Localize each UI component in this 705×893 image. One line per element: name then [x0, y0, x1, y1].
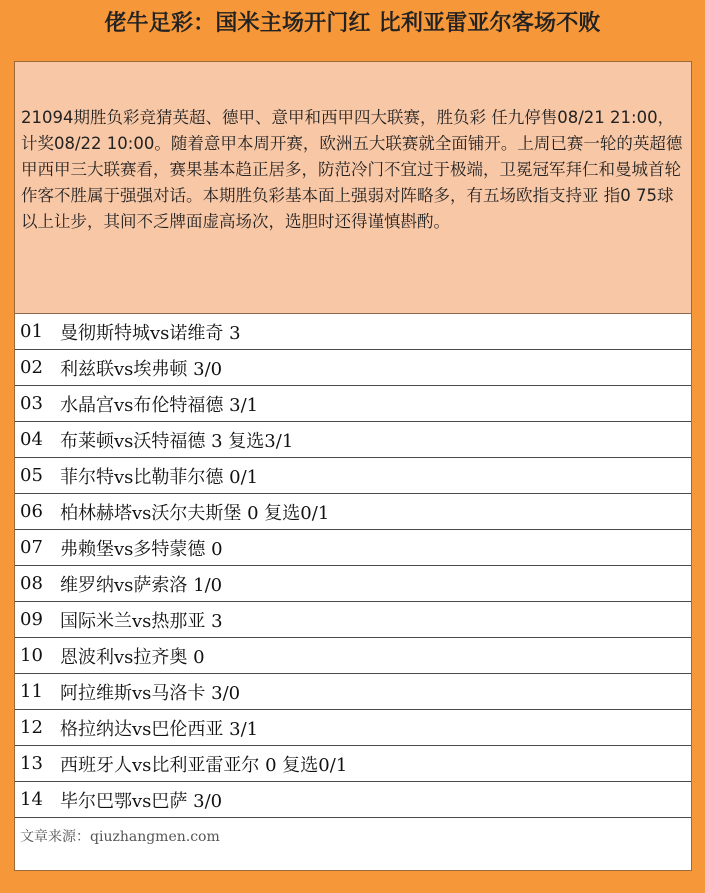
match-number: 14 — [20, 789, 43, 810]
match-prediction: 菲尔特vs比勒菲尔德 0/1 — [60, 466, 259, 488]
page-title: 佬牛足彩：国米主场开门红 比利亚雷亚尔客场不败 — [104, 11, 601, 36]
match-row — [15, 746, 691, 782]
match-number: 12 — [20, 717, 43, 738]
match-number: 07 — [20, 537, 43, 558]
match-row — [15, 494, 691, 530]
match-row — [15, 314, 691, 350]
match-prediction: 布莱顿vs沃特福德 3 复选3/1 — [60, 430, 294, 452]
match-prediction: 国际米兰vs热那亚 3 — [60, 610, 223, 632]
match-row — [15, 386, 691, 422]
intro-paragraph: 21094期胜负彩竞猜英超、德甲、意甲和西甲四大联赛，胜负彩 任九停售08/21 21:00，计奖08/22 10:00。随着意甲本周开赛，欧洲五大联赛就全面铺开。上周已赛一轮的英超德甲西甲三大联赛看，赛果基本趋正居多，防范冷门不宜过于极端，卫冕冠军拜仁和曼城首轮作客不胜属于强强对话。本期胜负彩基本面上强弱对阵略多，有五场欧指支持亚 指0 75球以上让步，其间不乏牌面虚高场次，选胆时还得谨慎斟酌。 — [15, 62, 691, 314]
match-number: 08 — [20, 573, 43, 594]
match-number: 10 — [20, 645, 43, 666]
match-prediction: 利兹联vs埃弗顿 3/0 — [60, 358, 223, 380]
match-number: 01 — [20, 321, 43, 342]
match-row — [15, 422, 691, 458]
match-row — [15, 458, 691, 494]
match-row — [15, 350, 691, 386]
source-credit: 文章来源：qiuzhangmen.com — [20, 829, 220, 845]
match-prediction: 柏林赫塔vs沃尔夫斯堡 0 复选0/1 — [60, 502, 330, 524]
match-row — [15, 674, 691, 710]
match-prediction: 水晶宫vs布伦特福德 3/1 — [60, 394, 259, 416]
match-prediction: 格拉纳达vs巴伦西亚 3/1 — [60, 718, 259, 740]
match-list — [15, 314, 691, 818]
match-row — [15, 638, 691, 674]
match-row — [15, 566, 691, 602]
match-number: 13 — [20, 753, 43, 774]
match-prediction: 阿拉维斯vs马洛卡 3/0 — [60, 682, 241, 704]
match-row — [15, 782, 691, 818]
match-prediction: 维罗纳vs萨索洛 1/0 — [60, 574, 223, 596]
match-number: 09 — [20, 609, 43, 630]
match-number: 05 — [20, 465, 43, 486]
match-number: 04 — [20, 429, 43, 450]
match-number: 03 — [20, 393, 43, 414]
match-number: 06 — [20, 501, 43, 522]
match-number: 11 — [20, 681, 43, 702]
match-row — [15, 710, 691, 746]
match-prediction: 西班牙人vs比利亚雷亚尔 0 复选0/1 — [60, 754, 348, 776]
content-table — [14, 61, 692, 871]
match-row — [15, 530, 691, 566]
match-prediction: 曼彻斯特城vs诺维奇 3 — [60, 322, 241, 344]
match-number: 02 — [20, 357, 43, 378]
match-prediction: 弗赖堡vs多特蒙德 0 — [60, 538, 223, 560]
match-row — [15, 602, 691, 638]
match-prediction: 恩波利vs拉齐奥 0 — [60, 646, 205, 668]
match-prediction: 毕尔巴鄂vs巴萨 3/0 — [60, 790, 223, 812]
